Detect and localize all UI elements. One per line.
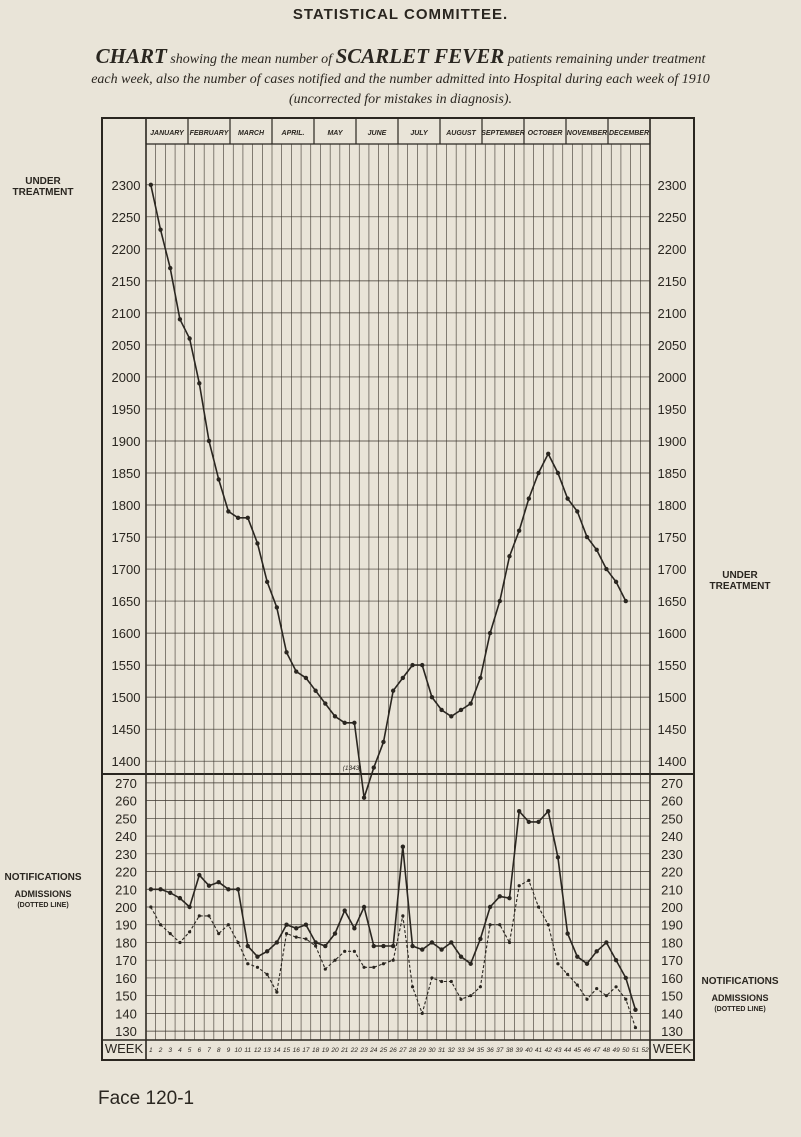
notifications-point	[372, 944, 376, 948]
face-page-label: Face 120-1	[98, 1088, 195, 1109]
notifications-point	[255, 954, 259, 958]
notifications-point	[342, 908, 346, 912]
admissions-point	[421, 1012, 424, 1015]
y-tick-left: 2200	[111, 241, 141, 257]
week-tick-label: 31	[437, 1047, 446, 1054]
y-tick-left: 1850	[111, 466, 141, 481]
under-treatment-point	[488, 631, 492, 635]
under-treatment-point	[430, 695, 434, 699]
chart-title-rest: patients remaining under treatment each week, also the number of cases notified and the number admitted into Hospital during each week of 1910 (uncorrected for mistakes in diagnosis).	[91, 52, 710, 107]
under-treatment-point	[556, 471, 560, 475]
admissions-point	[537, 905, 540, 908]
y-tick-left: 260	[115, 793, 137, 809]
y-tick-left: 2100	[111, 305, 141, 321]
y-tick-left: 140	[115, 1006, 137, 1022]
y-tick-left: 1600	[111, 626, 141, 642]
week-tick-label: 50	[622, 1047, 630, 1054]
y-tick-right: 260	[661, 793, 683, 809]
y-tick-right: 1600	[657, 626, 687, 642]
notifications-point	[226, 887, 230, 891]
week-tick-label: 52	[641, 1047, 649, 1054]
admissions-point	[440, 980, 443, 983]
admissions-point	[624, 998, 627, 1001]
week-tick-label: 40	[525, 1047, 533, 1054]
week-tick-label: 38	[505, 1047, 514, 1054]
y-tick-right: 250	[661, 811, 683, 827]
week-tick-label: 28	[408, 1047, 417, 1054]
notifications-point	[168, 891, 172, 895]
right-under-treatment-label: UNDER TREATMENT	[709, 570, 771, 592]
left-under-treatment-label: UNDER TREATMENT	[12, 176, 74, 198]
under-treatment-point	[246, 516, 250, 520]
y-tick-right: 2300	[657, 177, 687, 193]
y-tick-left: 1400	[111, 754, 141, 770]
notifications-point	[449, 940, 453, 944]
week-tick-label: 29	[418, 1047, 426, 1054]
notifications-point	[401, 845, 405, 849]
right-notifications-legend: NOTIFICATIONS ADMISSIONS (DOTTED LINE)	[701, 976, 779, 1013]
y-tick-left: 270	[115, 775, 137, 791]
under-treatment-point	[294, 669, 298, 673]
y-tick-right: 1750	[657, 530, 687, 546]
admissions-point	[585, 998, 588, 1001]
admissions-point	[382, 962, 385, 965]
notifications-point	[381, 944, 385, 948]
y-tick-right: 1850	[657, 466, 687, 481]
notifications-point	[197, 873, 201, 877]
admissions-point	[149, 905, 152, 908]
week-tick-label: 43	[554, 1047, 562, 1054]
y-tick-left: 1900	[111, 433, 141, 449]
notifications-point	[178, 896, 182, 900]
y-tick-left: 2250	[111, 209, 141, 225]
week-tick-label: 9	[226, 1047, 231, 1054]
notifications-point	[420, 947, 424, 951]
y-tick-left: 230	[115, 846, 137, 862]
week-tick-label: 49	[612, 1047, 620, 1054]
y-tick-right: 1700	[657, 562, 687, 578]
y-tick-right: 2050	[657, 337, 687, 353]
week-tick-label: 13	[263, 1047, 271, 1054]
y-tick-left: 240	[115, 829, 137, 845]
week-tick-label: 2	[158, 1047, 163, 1054]
y-tick-left: 2150	[111, 273, 141, 289]
under-treatment-point	[342, 721, 346, 725]
under-treatment-point	[149, 183, 153, 187]
admissions-point	[392, 959, 395, 962]
month-label: SEPTEMBER	[481, 130, 525, 137]
under-treatment-point	[575, 509, 579, 513]
week-tick-label: 25	[379, 1047, 388, 1054]
week-tick-label: 17	[302, 1047, 310, 1054]
admissions-point	[285, 932, 288, 935]
notifications-point	[604, 940, 608, 944]
under-treatment-point	[498, 599, 502, 603]
week-tick-label: 27	[399, 1047, 407, 1054]
under-treatment-point	[362, 795, 366, 799]
under-treatment-point	[624, 599, 628, 603]
y-tick-left: 150	[115, 988, 137, 1004]
week-tick-label: 35	[476, 1047, 485, 1054]
y-tick-right: 240	[661, 829, 683, 845]
admissions-point	[430, 976, 433, 979]
under-treatment-point	[410, 663, 414, 667]
y-tick-right: 1500	[657, 690, 687, 706]
under-treatment-point	[197, 381, 201, 385]
y-tick-right: 1950	[657, 401, 687, 417]
admissions-point	[634, 1026, 637, 1029]
under-treatment-point	[313, 689, 317, 693]
week-tick-label: 11	[244, 1047, 252, 1054]
notifications-point	[391, 944, 395, 948]
week-tick-label: 39	[515, 1047, 523, 1054]
notifications-point	[294, 926, 298, 930]
y-tick-right: 170	[661, 953, 683, 969]
admissions-point	[527, 879, 530, 882]
notifications-point	[517, 809, 521, 813]
notifications-point	[614, 958, 618, 962]
under-treatment-point	[507, 554, 511, 558]
admissions-point	[266, 973, 269, 976]
under-treatment-point	[158, 227, 162, 231]
y-tick-right: 1650	[657, 594, 687, 610]
under-treatment-point	[459, 708, 463, 712]
admissions-point	[256, 966, 259, 969]
admissions-point	[159, 923, 162, 926]
under-treatment-point	[352, 721, 356, 725]
y-tick-left: 2050	[111, 337, 141, 353]
week-label-left: WEEK	[104, 1041, 144, 1056]
month-label: JULY	[410, 130, 428, 137]
y-tick-left: 250	[115, 811, 137, 827]
week-tick-label: 47	[593, 1047, 601, 1054]
y-tick-left: 180	[115, 935, 137, 951]
week-label-right: WEEK	[652, 1041, 692, 1056]
week-tick-label: 37	[496, 1047, 504, 1054]
month-label: AUGUST	[446, 130, 476, 137]
admissions-point	[324, 967, 327, 970]
notifications-point	[527, 820, 531, 824]
minimum-annotation: (1343)	[342, 765, 362, 772]
under-treatment-point	[439, 708, 443, 712]
y-tick-right: 140	[661, 1006, 683, 1022]
notifications-point	[430, 940, 434, 944]
under-treatment-point	[401, 676, 405, 680]
month-label: MAY	[327, 130, 343, 137]
notifications-point	[633, 1008, 637, 1012]
under-treatment-point	[216, 477, 220, 481]
notifications-point	[594, 949, 598, 953]
admissions-point	[450, 980, 453, 983]
under-treatment-point	[391, 689, 395, 693]
admissions-point	[401, 914, 404, 917]
admissions-point	[343, 950, 346, 953]
admissions-point	[411, 985, 414, 988]
week-tick-label: 16	[292, 1047, 300, 1054]
under-treatment-point	[265, 580, 269, 584]
week-tick-label: 19	[321, 1047, 329, 1054]
admissions-point	[566, 973, 569, 976]
admissions-point	[333, 959, 336, 962]
admissions-point	[605, 994, 608, 997]
admissions-point	[198, 914, 201, 917]
left-notifications-legend: NOTIFICATIONS ADMISSIONS (DOTTED LINE)	[4, 872, 82, 909]
under-treatment-point	[517, 528, 521, 532]
week-tick-label: 7	[207, 1047, 211, 1054]
week-tick-label: 24	[370, 1047, 378, 1054]
admissions-point	[372, 966, 375, 969]
y-tick-left: 190	[115, 917, 137, 933]
under-treatment-point	[284, 650, 288, 654]
admissions-point	[547, 923, 550, 926]
notifications-point	[536, 820, 540, 824]
under-treatment-point	[275, 605, 279, 609]
notifications-point	[216, 880, 220, 884]
week-tick-label: 14	[273, 1047, 281, 1054]
y-tick-right: 220	[661, 864, 683, 880]
admissions-point	[576, 983, 579, 986]
notifications-point	[468, 962, 472, 966]
month-label: FEBRUARY	[189, 130, 229, 137]
notifications-point	[352, 926, 356, 930]
y-tick-left: 160	[115, 970, 137, 986]
week-tick-label: 34	[467, 1047, 475, 1054]
notifications-point	[304, 923, 308, 927]
month-label: MARCH	[237, 130, 265, 137]
y-tick-right: 150	[661, 988, 683, 1004]
admissions-point	[295, 936, 298, 939]
y-tick-right: 230	[661, 846, 683, 862]
week-tick-label: 48	[602, 1047, 611, 1054]
y-tick-right: 200	[661, 900, 683, 915]
y-tick-right: 2250	[657, 209, 687, 225]
y-tick-right: 1550	[657, 658, 687, 674]
notifications-point	[158, 887, 162, 891]
admissions-point	[469, 994, 472, 997]
notifications-point	[585, 962, 589, 966]
notifications-point	[265, 949, 269, 953]
month-label: OCTOBER	[527, 130, 563, 137]
under-treatment-point	[178, 317, 182, 321]
y-tick-right: 180	[661, 935, 683, 951]
admissions-point	[169, 932, 172, 935]
month-label: JUNE	[367, 130, 387, 137]
y-tick-left: 1950	[111, 401, 141, 417]
y-tick-left: 170	[115, 953, 137, 969]
admissions-point	[207, 914, 210, 917]
y-tick-left: 200	[115, 900, 137, 915]
week-tick-label: 4	[178, 1047, 182, 1054]
week-tick-label: 15	[282, 1047, 291, 1054]
admissions-point	[178, 941, 181, 944]
under-treatment-point	[381, 740, 385, 744]
admissions-point	[479, 985, 482, 988]
committee-heading: STATISTICAL COMMITTEE.	[292, 6, 509, 23]
under-treatment-point	[323, 701, 327, 705]
week-tick-label: 6	[197, 1047, 202, 1054]
notifications-point	[284, 923, 288, 927]
admissions-point	[314, 944, 317, 947]
week-tick-label: 45	[573, 1047, 581, 1054]
month-label: JANUARY	[150, 130, 184, 137]
week-tick-label: 42	[544, 1047, 552, 1054]
under-treatment-point	[594, 548, 598, 552]
admissions-point	[217, 932, 220, 935]
admissions-point	[518, 884, 521, 887]
y-tick-right: 270	[661, 775, 683, 791]
y-tick-left: 1500	[111, 690, 141, 706]
y-tick-right: 1800	[657, 498, 687, 514]
week-tick-label: 32	[447, 1047, 455, 1054]
admissions-point	[188, 930, 191, 933]
under-treatment-point	[420, 663, 424, 667]
notifications-point	[498, 894, 502, 898]
admissions-point	[459, 998, 462, 1001]
week-tick-label: 22	[350, 1047, 359, 1054]
week-tick-label: 41	[534, 1047, 543, 1054]
week-tick-label: 3	[168, 1047, 173, 1054]
week-tick-label: 5	[187, 1047, 192, 1054]
notifications-point	[439, 947, 443, 951]
month-label: APRIL.	[281, 130, 305, 137]
notifications-point	[236, 887, 240, 891]
week-tick-label: 18	[311, 1047, 320, 1054]
week-tick-label: 8	[216, 1047, 221, 1054]
y-tick-right: 2150	[657, 273, 687, 289]
under-treatment-point	[614, 580, 618, 584]
y-tick-left: 2000	[111, 369, 141, 385]
under-treatment-point	[207, 439, 211, 443]
admissions-point	[353, 950, 356, 953]
y-tick-right: 1400	[657, 754, 687, 770]
notifications-point	[556, 855, 560, 859]
y-tick-left: 1450	[111, 722, 141, 738]
chart-title-prefix: CHART	[95, 44, 167, 68]
y-tick-left: 220	[115, 864, 137, 880]
notifications-point	[575, 954, 579, 958]
admissions-point	[595, 987, 598, 990]
chart-title-mid: showing the mean number of	[166, 52, 336, 67]
week-tick-label: 10	[234, 1047, 242, 1054]
notifications-point	[546, 809, 550, 813]
y-tick-left: 1550	[111, 658, 141, 674]
admissions-point	[236, 941, 239, 944]
notifications-point	[488, 905, 492, 909]
y-tick-right: 190	[661, 917, 683, 933]
under-treatment-point	[187, 336, 191, 340]
week-tick-label: 23	[360, 1047, 368, 1054]
y-tick-right: 1450	[657, 722, 687, 738]
admissions-point	[556, 962, 559, 965]
under-treatment-point	[449, 714, 453, 718]
week-tick-label: 26	[389, 1047, 397, 1054]
notifications-point	[187, 905, 191, 909]
week-tick-label: 51	[631, 1047, 640, 1054]
y-tick-left: 1700	[111, 562, 141, 578]
y-tick-left: 2300	[111, 177, 141, 193]
under-treatment-point	[604, 567, 608, 571]
notifications-point	[478, 937, 482, 941]
under-treatment-point	[304, 676, 308, 680]
admissions-point	[362, 966, 365, 969]
notifications-point	[410, 944, 414, 948]
y-tick-right: 2000	[657, 369, 687, 385]
notifications-point	[275, 940, 279, 944]
admissions-point	[614, 985, 617, 988]
under-treatment-point	[536, 471, 540, 475]
y-tick-left: 130	[115, 1024, 137, 1040]
admissions-point	[304, 937, 307, 940]
week-tick-label: 1	[149, 1047, 153, 1054]
under-treatment-point	[478, 676, 482, 680]
week-tick-label: 46	[583, 1047, 591, 1054]
month-label: DECEMBER	[608, 130, 650, 137]
notifications-point	[323, 944, 327, 948]
under-treatment-point	[585, 535, 589, 539]
notifications-point	[207, 884, 211, 888]
under-treatment-point	[333, 714, 337, 718]
y-tick-right: 2100	[657, 305, 687, 321]
under-treatment-point	[226, 509, 230, 513]
admissions-point	[246, 962, 249, 965]
y-tick-left: 1800	[111, 498, 141, 514]
week-tick-label: 33	[457, 1047, 465, 1054]
under-treatment-point	[565, 496, 569, 500]
admissions-point	[227, 923, 230, 926]
y-tick-right: 1900	[657, 433, 687, 449]
week-tick-label: 12	[253, 1047, 262, 1054]
week-tick-label: 36	[486, 1047, 494, 1054]
y-tick-left: 210	[115, 882, 137, 898]
week-tick-label: 20	[331, 1047, 339, 1054]
admissions-point	[498, 923, 501, 926]
under-treatment-point	[546, 452, 550, 456]
y-tick-left: 1750	[111, 530, 141, 546]
notifications-point	[333, 931, 337, 935]
week-tick-label: 21	[341, 1047, 349, 1054]
under-treatment-point	[236, 516, 240, 520]
notifications-point	[149, 887, 153, 891]
notifications-point	[565, 931, 569, 935]
admissions-point	[275, 991, 278, 994]
notifications-point	[459, 954, 463, 958]
admissions-point	[488, 923, 491, 926]
notifications-point	[362, 905, 366, 909]
admissions-point	[508, 941, 511, 944]
y-tick-right: 160	[661, 970, 683, 986]
y-tick-left: 1650	[111, 594, 141, 610]
under-treatment-point	[255, 541, 259, 545]
y-tick-right: 210	[661, 882, 683, 898]
week-tick-label: 44	[563, 1047, 572, 1054]
under-treatment-point	[168, 266, 172, 270]
y-tick-right: 130	[661, 1024, 683, 1040]
notifications-point	[246, 944, 250, 948]
under-treatment-point	[372, 765, 376, 769]
y-tick-right: 2200	[657, 241, 687, 257]
chart-title-disease: SCARLET FEVER	[335, 44, 505, 68]
week-tick-label: 30	[428, 1047, 436, 1054]
month-label: NOVEMBER	[566, 130, 608, 137]
notifications-point	[313, 940, 317, 944]
notifications-point	[624, 976, 628, 980]
under-treatment-point	[527, 496, 531, 500]
under-treatment-point	[468, 701, 472, 705]
notifications-point	[507, 896, 511, 900]
